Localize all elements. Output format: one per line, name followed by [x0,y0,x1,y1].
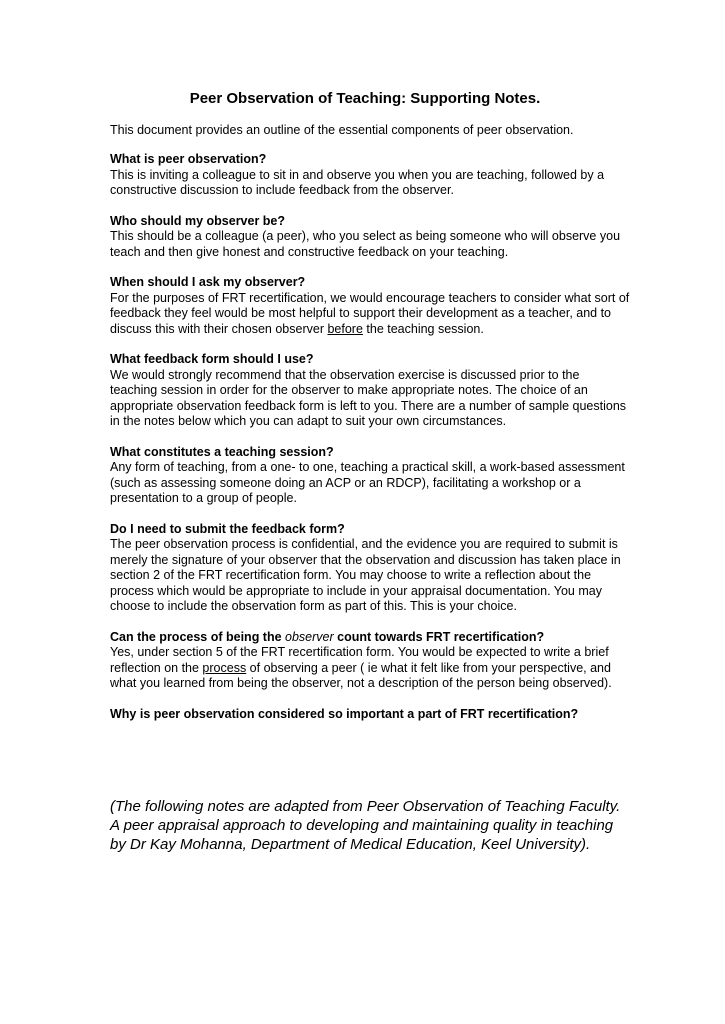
section-who-should-observer-be [110,214,630,261]
section-teaching-session [110,445,630,507]
italic-word: observer [285,629,334,644]
body-text: of observing a peer ( ie what it felt like from your perspective, and what you learned from being the observer, not a description of the person being observed). [110,660,612,690]
section-body [110,291,630,338]
section-body: We would strongly recommend that the observation exercise is discussed prior to the teaching session in order for the observer to make appropriate notes. The choice of an appropriate observation feedback form is left to you. There are a number of sample questions in the notes below which you can adapt to suit your own circumstances. [110,367,627,428]
section-body: The peer observation process is confidential, and the evidence you are required to submit is merely the signature of your observer that the observation and discussion has taken place in section 2 of the FRT recertification form. You may choose to write a reflection about the process which would be appropriate to include in your appraisal documentation. You may choose to include the observation form as part of this. This is your choice. [110,537,621,613]
section-body: Any form of teaching, from a one- to one, teaching a practical skill, a work-based assessment (such as assessing someone doing an ACP or an RDCP), facilitating a workshop or a presentation to a group of people. [110,460,625,505]
underlined-word: before [327,321,363,336]
section-submit-feedback-form [110,522,630,615]
body-text: For the purposes of FRT recertification, we would encourage teachers to consider what sort of feedback they feel would be most helpful to support their development as a teacher, and to discuss this with their chosen observer [110,290,630,336]
section-feedback-form [110,352,630,430]
section-what-is-peer-observation [110,152,630,199]
section-heading: What feedback form should I use? [110,352,314,366]
intro-paragraph: This document provides an outline of the essential components of peer observation. [110,123,574,137]
section-body: This is inviting a colleague to sit in and observe you when you are teaching, followed by a constructive discussion to include feedback from the observer. [110,167,605,197]
source-note: (The following notes are adapted from Peer Observation of Teaching Faculty. A peer appraisal approach to developing and maintaining quality in teaching by Dr Kay Mohanna, Department of Medical Education, Keel University). [110,798,621,853]
section-body [110,645,630,692]
underlined-word: process [202,660,247,675]
body-text: Yes, under section 5 of the FRT recertification form. You would be expected to write a brief reflection on the [110,645,609,675]
faq-sections [110,152,630,737]
heading-text: count towards FRT recertification? [333,629,545,644]
section-why-important [110,707,630,723]
body-text: the teaching session. [362,321,484,336]
section-heading: When should I ask my observer? [110,275,306,289]
section-heading: Do I need to submit the feedback form? [110,521,345,536]
section-heading: Who should my observer be? [110,213,286,228]
section-heading: What constitutes a teaching session? [110,444,334,459]
heading-text: Can the process of being the [110,629,286,644]
section-heading [110,630,630,646]
section-when-to-ask-observer [110,275,630,337]
section-observer-counts [110,630,630,692]
section-heading: What is peer observation? [110,152,267,166]
page-title: Peer Observation of Teaching: Supporting Notes. [189,90,541,107]
section-heading: Why is peer observation considered so important a part of FRT recertification? [110,706,579,721]
section-body: This should be a colleague (a peer), who you select as being someone who will observe you teach and then give honest and constructive feedback on your teaching. [110,229,621,259]
